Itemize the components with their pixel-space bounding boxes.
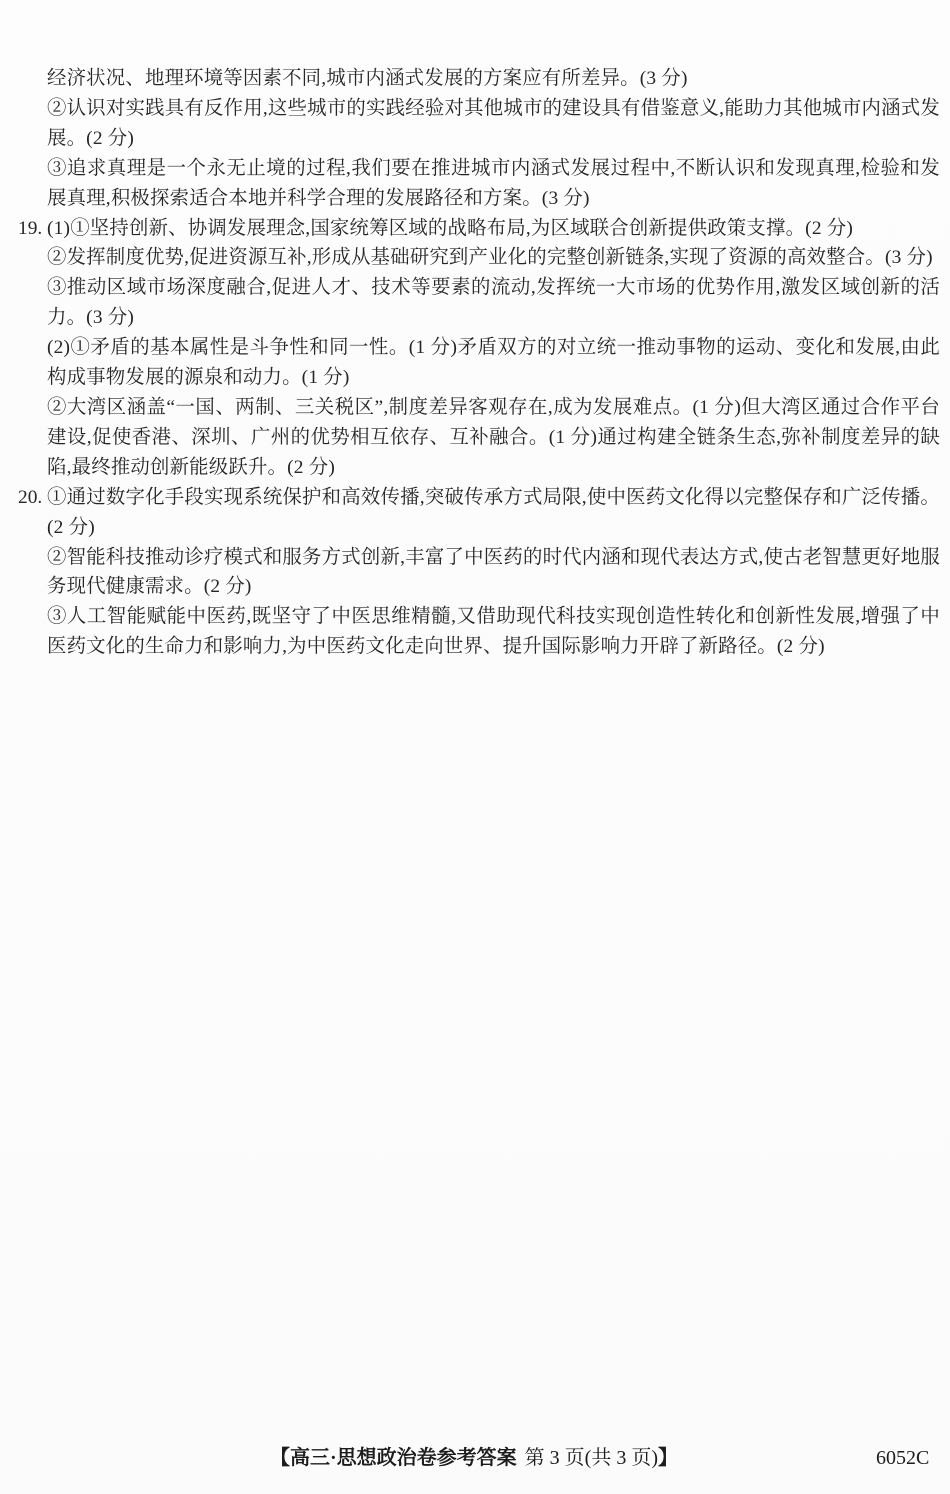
answer-paragraph [47, 543, 940, 603]
answer-paragraph [47, 602, 940, 662]
paper-code: 6052C [876, 1447, 930, 1469]
answer-paragraph [47, 154, 940, 214]
answer-paragraph [47, 273, 940, 333]
answer-paragraph [47, 64, 940, 94]
answer-text: ②认识对实践具有反作用,这些城市的实践经验对其他城市的建设具有借鉴意义,能助力其他城市内涵式发展。(2 分) [47, 97, 940, 149]
question-number: 19. [18, 217, 43, 239]
answer-text: ③人工智能赋能中医药,既坚守了中医思维精髓,又借助现代科技实现创造性转化和创新性发展,增强了中医药文化的生命力和影响力,为中医药文化走向世界、提升国际影响力开辟了新路径。(2 分) [47, 606, 940, 658]
answer-text: (2)①矛盾的基本属性是斗争性和同一性。(1 分)矛盾双方的对立统一推动事物的运动、变化和发展,由此构成事物发展的源泉和动力。(1 分) [47, 337, 940, 389]
answer-text: (1)①坚持创新、协调发展理念,国家统筹区域的战略布局,为区域联合创新提供政策支撑。(2 分) [47, 217, 854, 239]
answer-text: ①通过数字化手段实现系统保护和高效传播,突破传承方式局限,使中医药文化得以完整保存和广泛传播。(2 分) [47, 486, 940, 538]
answer-content [18, 64, 940, 662]
answer-paragraph [47, 94, 940, 154]
question-number: 20. [18, 486, 43, 508]
answer-paragraph [47, 393, 940, 483]
answer-text: ②大湾区涵盖“一国、两制、三关税区”,制度差异客观存在,成为发展难点。(1 分)但大湾区通过合作平台建设,促使香港、深圳、广州的优势相互依存、互补融合。(1 分)通过构建全链条生态,弥补制度差异的缺陷,最终推动创新能级跃升。(2 分) [47, 396, 940, 478]
answer-text: ②智能科技推动诊疗模式和服务方式创新,丰富了中医药的时代内涵和现代表达方式,使古老智慧更好地服务现代健康需求。(2 分) [47, 546, 940, 598]
footer-title: 高三·思想政治卷参考答案 [290, 1447, 517, 1469]
page-footer [270, 1445, 678, 1471]
answer-text: ③追求真理是一个永无止境的过程,我们要在推进城市内涵式发展过程中,不断认识和发现真理,检验和发展真理,积极探索适合本地并科学合理的发展路径和方案。(3 分) [47, 157, 940, 209]
answer-paragraph [18, 214, 940, 244]
answer-text: 经济状况、地理环境等因素不同,城市内涵式发展的方案应有所差异。(3 分) [47, 68, 688, 89]
footer-bracket-close: 】 [658, 1447, 678, 1469]
footer-page-indicator: 第 3 页(共 3 页) [524, 1447, 658, 1469]
answer-paragraph [18, 483, 940, 543]
answer-paragraphs [18, 64, 940, 662]
answer-text: ③推动区域市场深度融合,促进人才、技术等要素的流动,发挥统一大市场的优势作用,激发区域创新的活力。(3 分) [47, 277, 940, 329]
answer-text: ②发挥制度优势,促进资源互补,形成从基础研究到产业化的完整创新链条,实现了资源的高效整合。(3 分) [47, 247, 933, 269]
footer-bracket-open: 【 [270, 1447, 290, 1469]
answer-paragraph [47, 333, 940, 393]
answer-paragraph [47, 243, 940, 273]
